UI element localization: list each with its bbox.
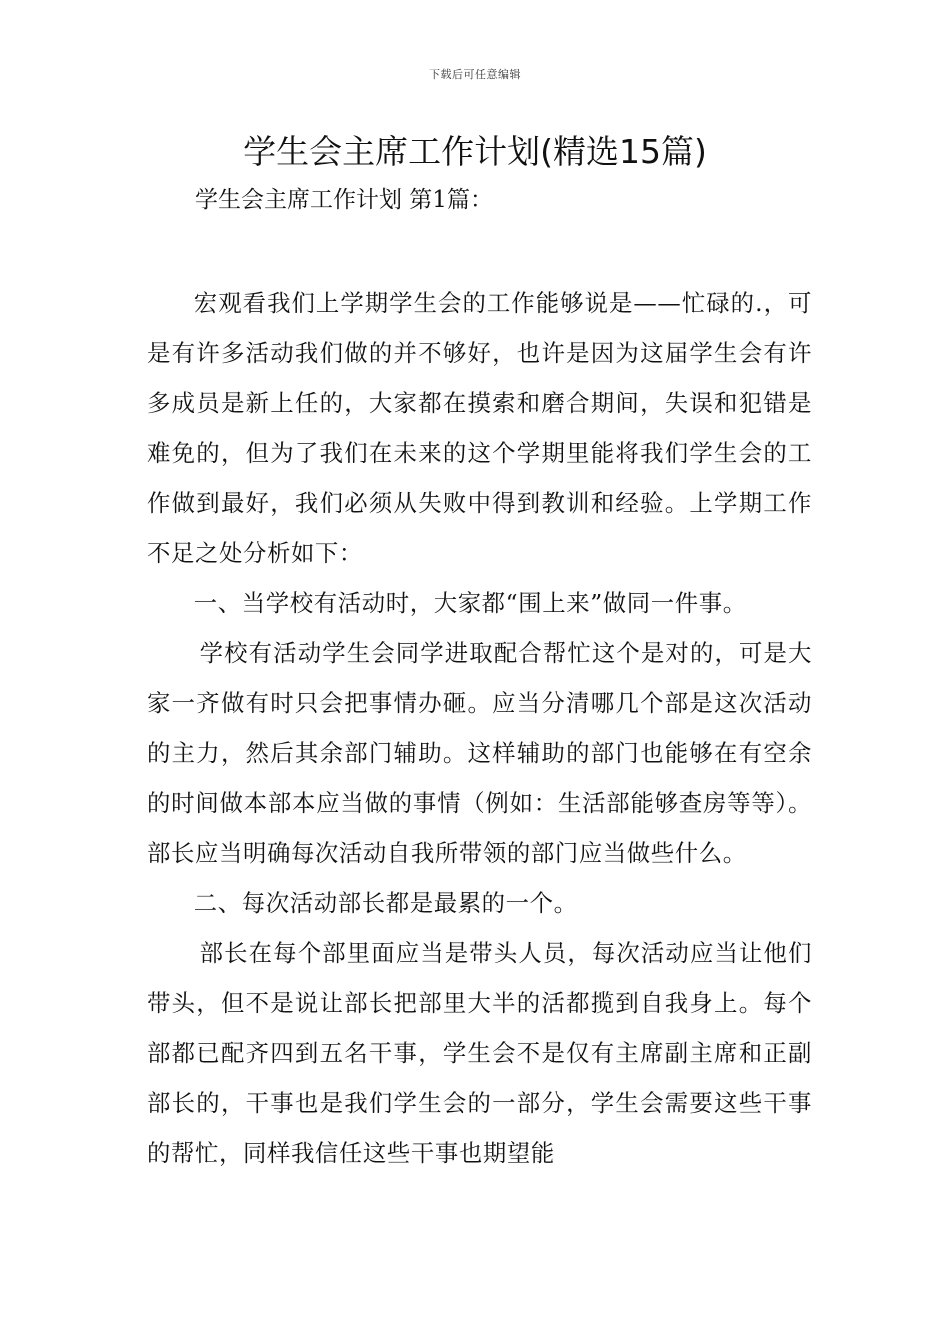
paragraph-heading-1: 一、当学校有活动时，大家都“围上来”做同一件事。 <box>193 589 747 617</box>
header-note: 下载后可任意编辑 <box>429 68 521 81</box>
paragraph-section-2: 部长在每个部里面应当是带头人员，每次活动应当让他们带头，但不是说让部长把部里大半的活都揽到自我身上。每个部都已配齐四到五名干事，学生会不是仅有主席副主席和正副部长的，干事也是我们学生会的一部分，学生会需要这些干事的帮忙，同样我信任这些干事也期望能 <box>147 939 812 1167</box>
document-subtitle: 学生会主席工作计划 第1篇： <box>195 187 493 213</box>
paragraph-section-1: 学校有活动学生会同学进取配合帮忙这个是对的，可是大家一齐做有时只会把事情办砸。应当分清哪几个部是这次活动的主力，然后其余部门辅助。这样辅助的部门也能够在有空余的时间做本部本应当做的事情（例如：生活部能够查房等等）。部长应当明确每次活动自我所带领的部门应当做些什么。 <box>147 639 812 867</box>
paragraph-heading-2: 二、每次活动部长都是最累的一个。 <box>193 889 578 917</box>
paragraph-intro: 宏观看我们上学期学生会的工作能够说是——忙碌的.，可是有许多活动我们做的并不够好，也许是因为这届学生会有许多成员是新上任的，大家都在摸索和磨合期间，失误和犯错是难免的，但为了我们在未来的这个学期里能将我们学生会的工作做到最好，我们必须从失败中得到教训和经验。上学期工作不足之处分析如下： <box>147 289 812 567</box>
document-title: 学生会主席工作计划(精选15篇) <box>243 132 707 171</box>
document-body <box>147 278 812 1178</box>
